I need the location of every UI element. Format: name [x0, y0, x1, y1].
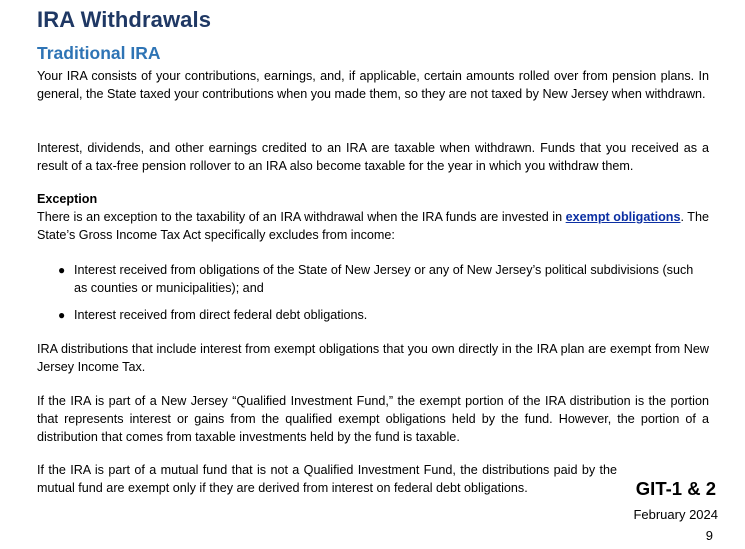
- paragraph-earnings: Interest, dividends, and other earnings credited to an IRA are taxable when withdrawn. Funds that you received as a result of a tax-free pension rollover to an IRA also become taxable for the year in which you withdraw them.: [37, 141, 709, 173]
- section-title: Traditional IRA: [37, 43, 161, 63]
- list-item-text: Interest received from obligations of the State of New Jersey or any of New Jersey’s political subdivisions (such as counties or municipalities); and: [74, 263, 694, 295]
- list-item: [37, 306, 709, 324]
- exception-block: [37, 190, 709, 244]
- exception-title: Exception: [37, 192, 98, 206]
- paragraph-qualified-fund: If the IRA is part of a New Jersey “Qualified Investment Fund,” the exempt portion of the IRA distribution is the portion that represents interest or gains from the qualified exempt obligations held by the fund. However, the portion of a distribution that comes from taxable investments held by the fund is taxable.: [37, 394, 709, 444]
- exempt-obligations-link[interactable]: exempt obligations: [565, 210, 681, 224]
- document-code: GIT-1 & 2: [635, 478, 716, 499]
- paragraph-mutual-fund: If the IRA is part of a mutual fund that is not a Qualified Investment Fund, the distributions paid by the mutual fund are exempt only if they are derived from interest on federal debt obligations.: [37, 463, 617, 495]
- paragraph-intro: Your IRA consists of your contributions, earnings, and, if applicable, certain amounts rolled over from pension plans. In general, the State taxed your contributions when you made them, so they are not taxed by New Jersey when withdrawn.: [37, 69, 709, 101]
- page-title: IRA Withdrawals: [37, 7, 212, 32]
- page-number: 9: [705, 528, 713, 543]
- list-item: [37, 261, 709, 297]
- exception-text-after: . The State’s Gross Income Tax Act specifically excludes from income:: [37, 210, 709, 242]
- list-item-text: Interest received from direct federal debt obligations.: [74, 308, 368, 322]
- paragraph-direct-ownership: IRA distributions that include interest from exempt obligations that you own directly in the IRA plan are exempt from New Jersey Income Tax.: [37, 342, 709, 374]
- publication-date: February 2024: [633, 507, 718, 522]
- bullet-icon: ●: [58, 263, 66, 277]
- bullet-icon: ●: [58, 308, 66, 322]
- exclusion-list: [37, 261, 709, 324]
- exception-text-before: There is an exception to the taxability of an IRA withdrawal when the IRA funds are invested in: [37, 210, 566, 224]
